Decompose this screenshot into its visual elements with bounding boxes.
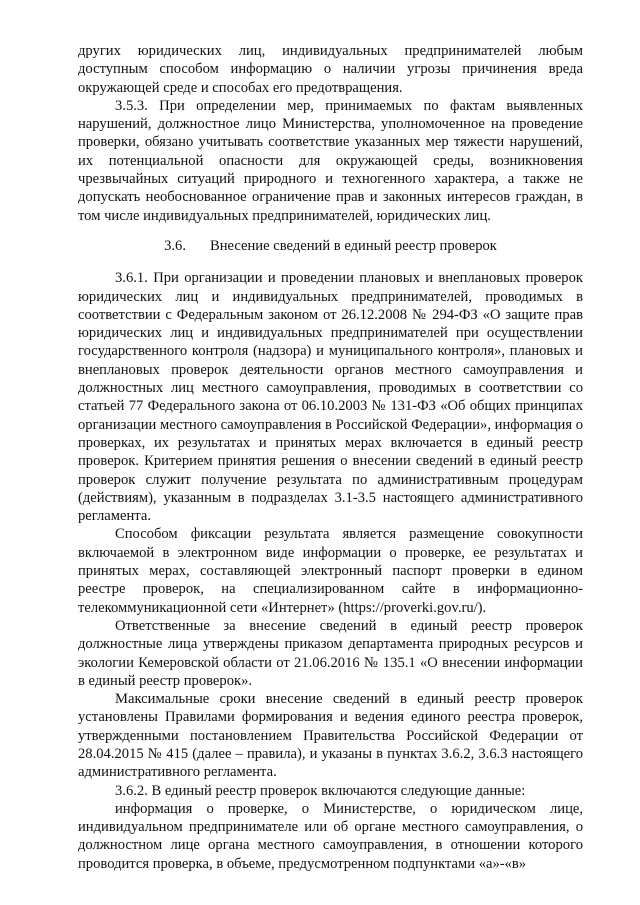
paragraph-3-6-2: 3.6.2. В единый реестр проверок включаются следующие данные: — [115, 782, 526, 799]
paragraph-3-6-1: 3.6.1. При организации и проведении плановых и внеплановых проверок юридических лиц и индивидуальных предпринимателей, проводимых в соответствии с Федеральным законом от 26.12.2008 № 294-ФЗ «О защите прав юридических лиц и индивидуальных предпринимателей при осуществлении государственного контроля (надзора) и муниципального контроля», плановых и внеплановых проверок деятельности органов местного самоуправления и должностных лиц местного самоуправления, проводимых в соответствии со статьей 77 Федерального закона от 06.10.2003 № 131-ФЗ «Об общих принципах организации местного самоуправления в Российской Федерации», информация о проверках, их результатах и принятых мерах включается в единый реестр проверок. Критерием принятия решения о внесении сведений в единый реестр проверок служит получение результата по административным процедурам (действиям), указанным в подразделах 3.1-3.5 настоящего административного регламента. — [78, 270, 583, 525]
paragraph-fixation-method: Способом фиксации результата является размещение совокупности включаемой в электронном виде информации о проверке, ее результатах и принятых мерах, составляющей электронный паспорт проверки в едином реестре проверок, на специализированном сайте в информационно-телекоммуникационной сети «Интернет» (https://proverki.gov.ru/). — [78, 526, 583, 616]
section-number: 3.6. — [164, 237, 186, 254]
paragraph-continuation: других юридических лиц, индивидуальных предпринимателей любым доступным способом информацию о наличии угрозы причинения вреда окружающей среде и способах его предотвращения. — [78, 43, 583, 96]
paragraph-max-deadlines: Максимальные сроки внесение сведений в единый реестр проверок установлены Правилами формирования и ведения единого реестра проверок, утвержденными постановлением Правительства Российской Федерации от 28.04.2015 № 415 (далее – правила), и указаны в пунктах 3.6.2, 3.6.3 настоящего административного регламента. — [78, 691, 583, 781]
paragraph-inspection-info: информация о проверке, о Министерстве, о юридическом лице, индивидуальном предпринимателе или об органе местного самоуправления, о должностном лице органа местного самоуправления, в отношении которого проводится проверка, в объеме, предусмотренном подпунктами «а»-«в» — [78, 800, 583, 872]
paragraph-3-5-3: 3.5.3. При определении мер, принимаемых по фактам выявленных нарушений, должностное лицо Министерства, уполномоченное на проведение проверки, обязано учитывать соответствие указанных мер тяжести нарушений, их потенциальной опасности для окружающей среды, возникновения чрезвычайных ситуаций природного и техногенного характера, а также не допускать необоснованное ограничение прав и законных интересов граждан, в том числе индивидуальных предпринимателей, юридических лиц. — [78, 97, 583, 224]
section-heading-3-6 — [78, 237, 583, 255]
section-title: Внесение сведений в единый реестр проверок — [209, 237, 497, 254]
document-page — [78, 42, 583, 873]
paragraph-responsible-officials: Ответственные за внесение сведений в единый реестр проверок должностные лица утверждены приказом департамента природных ресурсов и экологии Кемеровской области от 21.06.2016 № 135.1 «О внесении информации в единый реестр проверок». — [78, 617, 583, 689]
